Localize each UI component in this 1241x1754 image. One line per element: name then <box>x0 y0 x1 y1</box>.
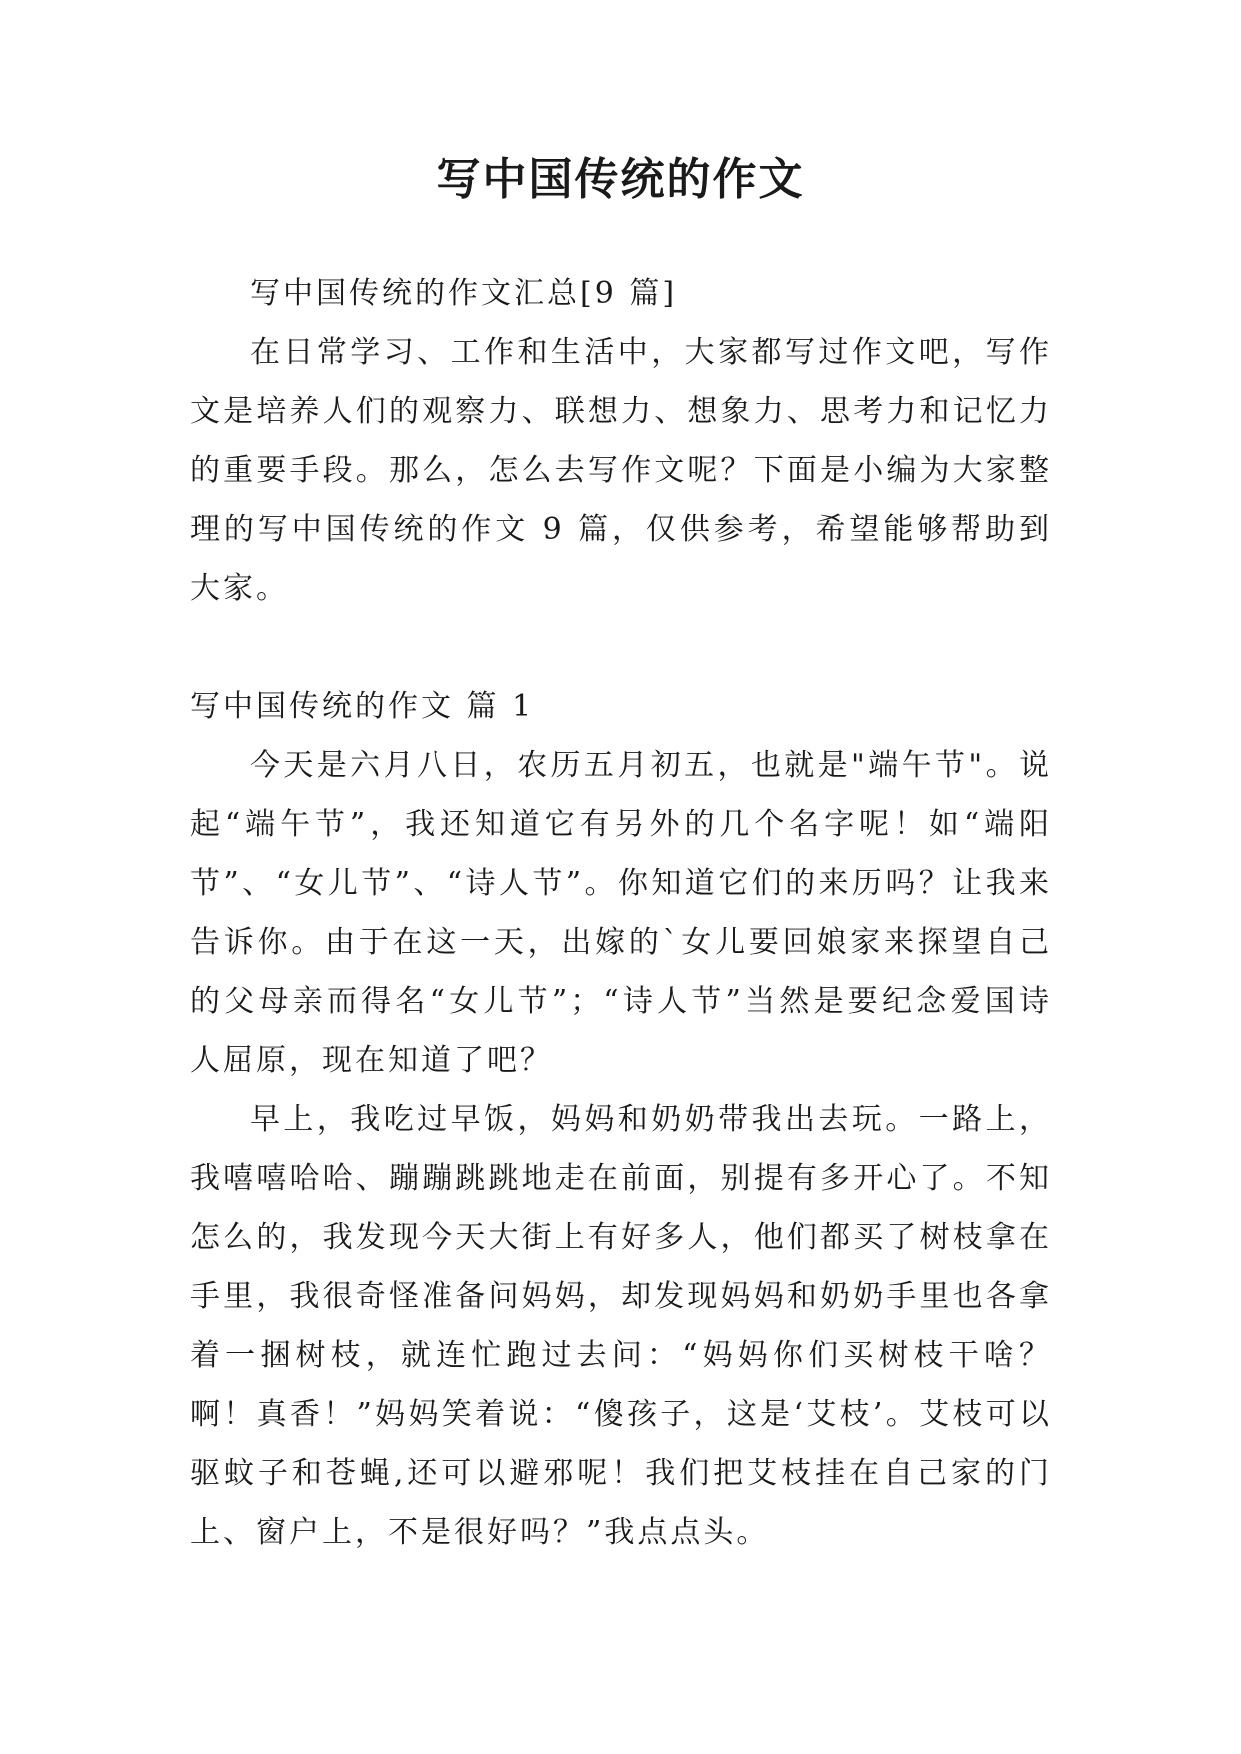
document-title: 写中国传统的作文 <box>436 154 805 205</box>
paragraph: 今天是六月八日，农历五月初五，也就是"端午节"。说起“端午节”，我还知道它有另外的几个名字呢！如“端阳节”、“女儿节”、“诗人节”。你知道它们的来历吗？让我来告诉你。由于在这一天，出嫁的`女儿要回娘家来探望自己的父母亲而得名“女儿节”；“诗人节”当然是要纪念爱国诗人屈原，现在知道了吧？ <box>190 748 1052 1078</box>
document-subtitle: 写中国传统的作文汇总[9 篇] <box>250 276 678 311</box>
intro-paragraph: 在日常学习、工作和生活中，大家都写过作文吧，写作文是培养人们的观察力、联想力、想象力、思考力和记忆力的重要手段。那么，怎么去写作文呢？下面是小编为大家整理的写中国传统的作文 9 篇，仅供参考，希望能够帮助到大家。 <box>190 335 1052 606</box>
section-heading: 写中国传统的作文 篇 1 <box>190 689 535 724</box>
document-body <box>190 264 1052 1562</box>
paragraph: 早上，我吃过早饭，妈妈和奶奶带我出去玩。一路上，我嘻嘻哈哈、蹦蹦跳跳地走在前面，别提有多开心了。不知怎么的，我发现今天大街上有好多人，他们都买了树枝拿在手里，我很奇怪准备问妈妈，却发现妈妈和奶奶手里也各拿着一捆树枝，就连忙跑过去问：“妈妈你们买树枝干啥？啊！真香！”妈妈笑着说：“傻孩子，这是‘艾枝’。艾枝可以驱蚊子和苍蝇,还可以避邪呢！我们把艾枝挂在自己家的门上、窗户上，不是很好吗？”我点点头。 <box>190 1102 1052 1550</box>
